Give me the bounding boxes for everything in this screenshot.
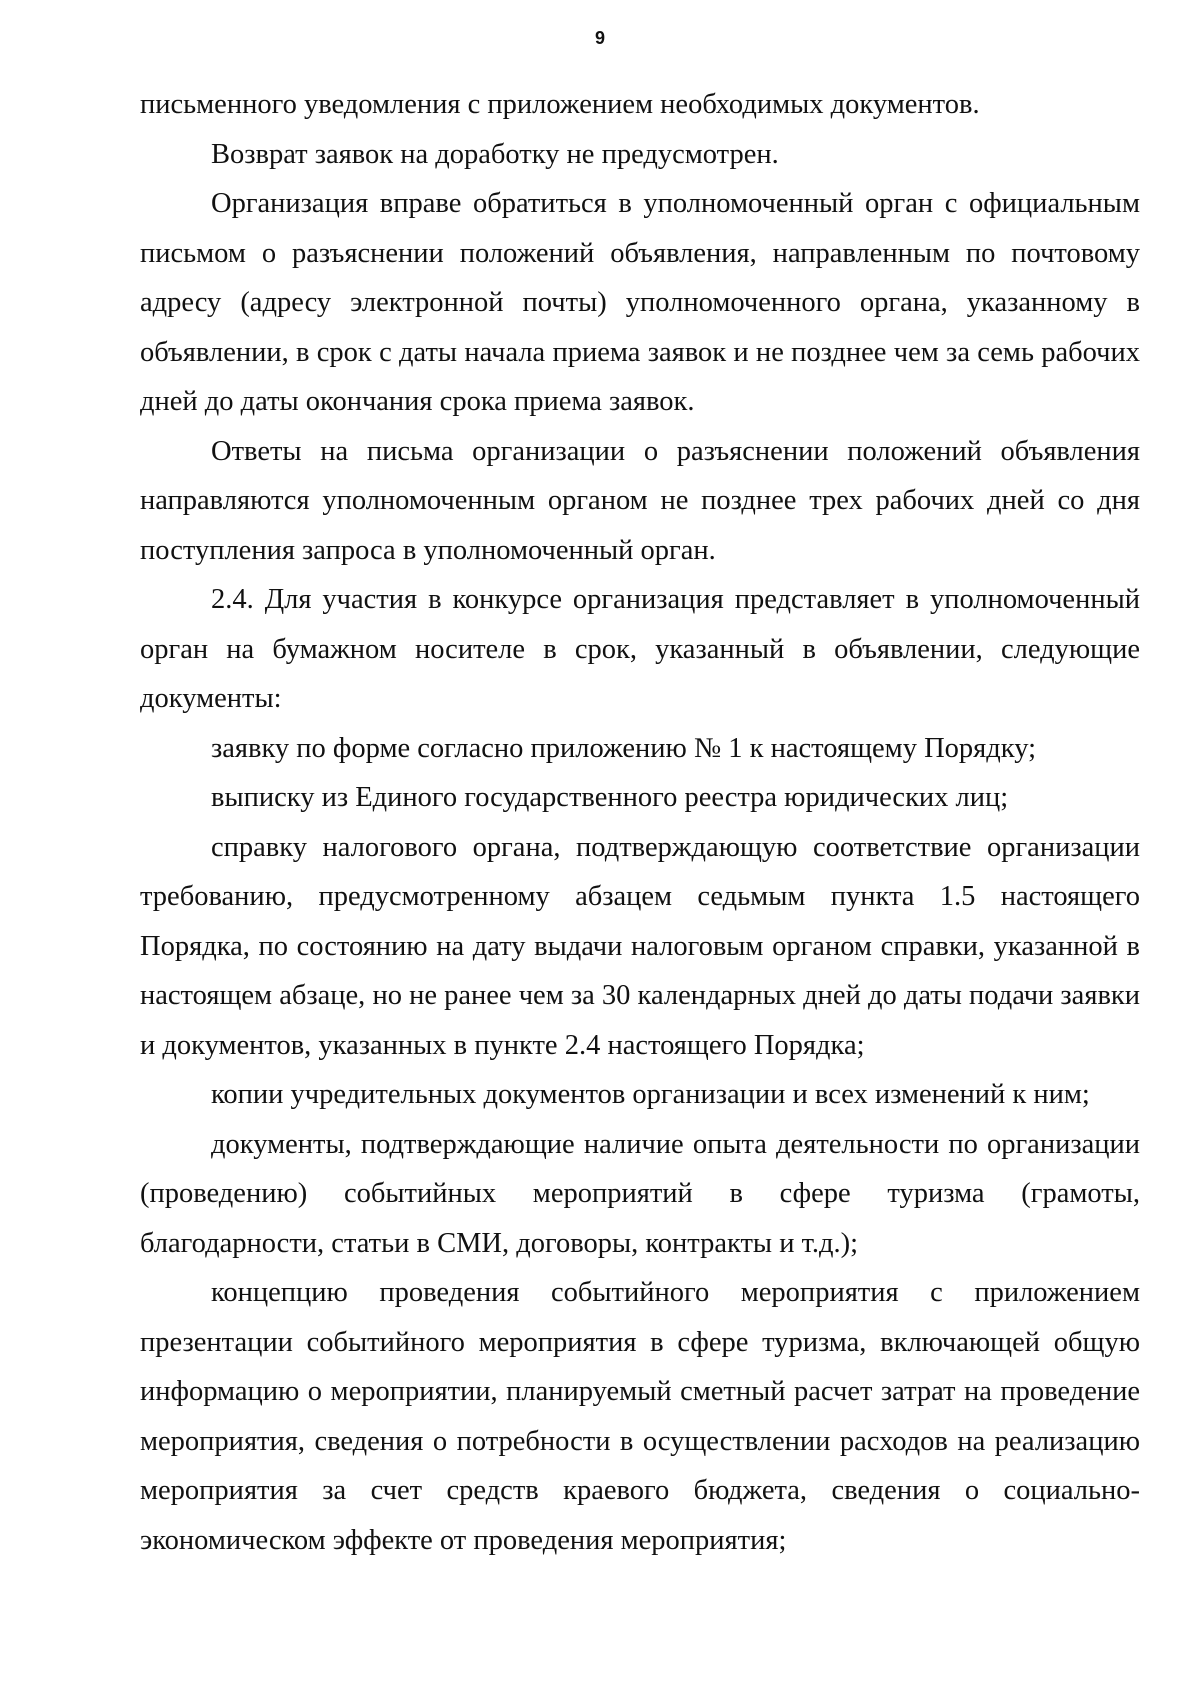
paragraph-clarification-answers: Ответы на письма организации о разъяснении положений объявления направляются уполномоченным органом не позднее трех рабочих дней со дня поступления запроса в уполномоченный орган.	[140, 435, 1140, 566]
paragraph-clause-2-4: 2.4. Для участия в конкурсе организация представляет в уполномоченный орган на бумажном носителе в срок, указанный в объявлении, следующие документы:	[140, 584, 1140, 714]
paragraph-clarification-request: Организация вправе обратиться в уполномоченный орган с официальным письмом о разъяснении положений объявления, направленным по почтовому адресу (адресу электронной почты) уполномоченного органа, указанному в объявлении, в срок с даты начала приема заявок и не позднее чем за семь рабочих дней до даты окончания срока приема заявок.	[140, 188, 1140, 417]
list-item-registry-extract: выписку из Единого государственного реестра юридических лиц;	[211, 782, 1009, 813]
list-item-experience-documents: документы, подтверждающие наличие опыта деятельности по организации (проведению) событийных мероприятий в сфере туризма (грамоты, благодарности, статьи в СМИ, договоры, контракты и т.д.);	[140, 1128, 1140, 1259]
list-item-founding-documents: копии учредительных документов организации и всех изменений к ним;	[211, 1079, 1090, 1110]
document-body	[140, 80, 1140, 1565]
list-item-application-form: заявку по форме согласно приложению № 1 к настоящему Порядку;	[211, 732, 1036, 764]
paragraph-return-of-applications: Возврат заявок на доработку не предусмотрен.	[211, 138, 779, 170]
list-item-event-concept: концепцию проведения событийного мероприятия с приложением презентации событийного мероприятия в сфере туризма, включающей общую информацию о мероприятии, планируемый сметный расчет затрат на проведение мероприятия, сведения о потребности в осуществлении расходов на реализацию мероприятия за счет средств краевого бюджета, сведения о социально-экономическом эффекте от проведения мероприятия;	[140, 1277, 1140, 1556]
paragraph-continuation: письменного уведомления с приложением необходимых документов.	[140, 89, 980, 120]
page-number: 9	[594, 28, 605, 48]
list-item-tax-certificate: справку налогового органа, подтверждающую соответствие организации требованию, предусмотренному абзацем седьмым пункта 1.5 настоящего Порядка, по состоянию на дату выдачи налоговым органом справки, указанной в настоящем абзаце, но не ранее чем за 30 календарных дней до даты подачи заявки и документов, указанных в пункте 2.4 настоящего Порядка;	[140, 831, 1140, 1061]
